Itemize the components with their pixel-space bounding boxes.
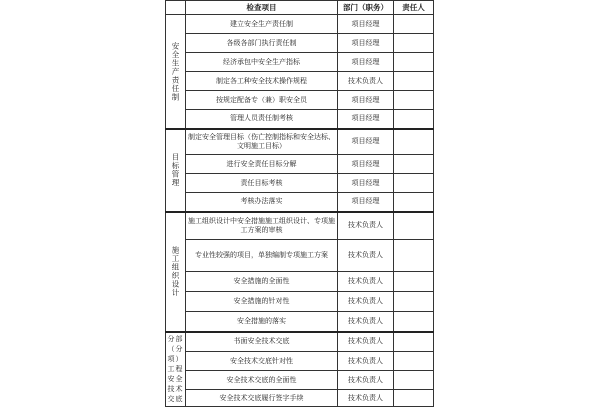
- table-body: [166, 15, 434, 407]
- check-item-cell: 按规定配备专（兼）职安全员: [186, 91, 338, 110]
- check-item-cell: 安全措施的落实: [186, 312, 338, 332]
- table-row: [166, 272, 434, 292]
- table-row: [166, 312, 434, 332]
- department-cell: 技术负责人: [338, 390, 394, 407]
- section-category: 分部（分项）工程安全技术交底: [166, 332, 186, 407]
- department-cell: 项目经理: [338, 193, 394, 212]
- responsible-person-cell[interactable]: [394, 272, 434, 292]
- header-person: 责任人: [394, 1, 434, 15]
- responsible-person-cell[interactable]: [394, 193, 434, 212]
- department-cell: 项目经理: [338, 110, 394, 129]
- check-item-cell: 安全措施的全面性: [186, 272, 338, 292]
- responsible-person-cell[interactable]: [394, 110, 434, 129]
- check-item-cell: 安全技术交底针对性: [186, 352, 338, 371]
- table-row: [166, 110, 434, 129]
- responsible-person-cell[interactable]: [394, 240, 434, 272]
- responsibility-table: [165, 0, 434, 407]
- department-cell: 技术负责人: [338, 72, 394, 91]
- department-cell: 技术负责人: [338, 332, 394, 352]
- header-item: 检查项目: [186, 1, 338, 15]
- department-cell: 项目经理: [338, 34, 394, 53]
- responsible-person-cell[interactable]: [394, 390, 434, 407]
- check-item-cell: 管理人员责任制考核: [186, 110, 338, 129]
- table-row: [166, 292, 434, 312]
- responsible-person-cell[interactable]: [394, 174, 434, 193]
- department-cell: 项目经理: [338, 15, 394, 34]
- header-department: 部门（职务）: [338, 1, 394, 15]
- responsible-person-cell[interactable]: [394, 15, 434, 34]
- table-row: [166, 53, 434, 72]
- check-item-cell: 各级各部门执行责任制: [186, 34, 338, 53]
- table-row: [166, 212, 434, 240]
- table-header-row: [166, 1, 434, 15]
- department-cell: 项目经理: [338, 174, 394, 193]
- department-cell: 项目经理: [338, 91, 394, 110]
- responsible-person-cell[interactable]: [394, 155, 434, 174]
- table-row: [166, 390, 434, 407]
- responsible-person-cell[interactable]: [394, 352, 434, 371]
- check-item-cell: 进行安全责任目标分解: [186, 155, 338, 174]
- check-item-cell: 建立安全生产责任制: [186, 15, 338, 34]
- check-item-cell: 制定安全管理目标（伤亡控制指标和安全达标、文明施工目标）: [186, 129, 338, 155]
- department-cell: 项目经理: [338, 155, 394, 174]
- table-row: [166, 129, 434, 155]
- department-cell: 技术负责人: [338, 312, 394, 332]
- responsible-person-cell[interactable]: [394, 332, 434, 352]
- check-item-cell: 书面安全技术交底: [186, 332, 338, 352]
- department-cell: 技术负责人: [338, 292, 394, 312]
- check-item-cell: 制定各工种安全技术操作规程: [186, 72, 338, 91]
- department-cell: 技术负责人: [338, 352, 394, 371]
- table-row: [166, 174, 434, 193]
- responsible-person-cell[interactable]: [394, 91, 434, 110]
- responsible-person-cell[interactable]: [394, 34, 434, 53]
- table-row: [166, 34, 434, 53]
- table-row: [166, 15, 434, 34]
- department-cell: 技术负责人: [338, 212, 394, 240]
- table-row: [166, 240, 434, 272]
- check-item-cell: 责任目标考核: [186, 174, 338, 193]
- department-cell: 技术负责人: [338, 272, 394, 292]
- table-row: [166, 332, 434, 352]
- section-category: 目标管理: [166, 129, 186, 212]
- section-category: 安全生产责任制: [166, 15, 186, 129]
- check-item-cell: 安全措施的针对性: [186, 292, 338, 312]
- department-cell: 技术负责人: [338, 240, 394, 272]
- department-cell: 项目经理: [338, 129, 394, 155]
- table-row: [166, 155, 434, 174]
- header-category: [166, 1, 186, 15]
- check-item-cell: 安全技术交底的全面性: [186, 371, 338, 390]
- responsible-person-cell[interactable]: [394, 212, 434, 240]
- table-row: [166, 193, 434, 212]
- table-row: [166, 91, 434, 110]
- department-cell: 项目经理: [338, 53, 394, 72]
- check-item-cell: 施工组织设计中安全措施施工组织设计、专项施工方案的审核: [186, 212, 338, 240]
- responsible-person-cell[interactable]: [394, 292, 434, 312]
- department-cell: 技术负责人: [338, 371, 394, 390]
- section-category: 施工组织设计: [166, 212, 186, 332]
- responsible-person-cell[interactable]: [394, 129, 434, 155]
- table-row: [166, 72, 434, 91]
- table-row: [166, 352, 434, 371]
- check-item-cell: 专业性较强的项目，单独编制专项施工方案: [186, 240, 338, 272]
- responsible-person-cell[interactable]: [394, 53, 434, 72]
- responsible-person-cell[interactable]: [394, 72, 434, 91]
- check-item-cell: 安全技术交底履行签字手续: [186, 390, 338, 407]
- table-row: [166, 371, 434, 390]
- check-item-cell: 经济承包中安全生产指标: [186, 53, 338, 72]
- responsible-person-cell[interactable]: [394, 312, 434, 332]
- check-item-cell: 考核办法落实: [186, 193, 338, 212]
- responsible-person-cell[interactable]: [394, 371, 434, 390]
